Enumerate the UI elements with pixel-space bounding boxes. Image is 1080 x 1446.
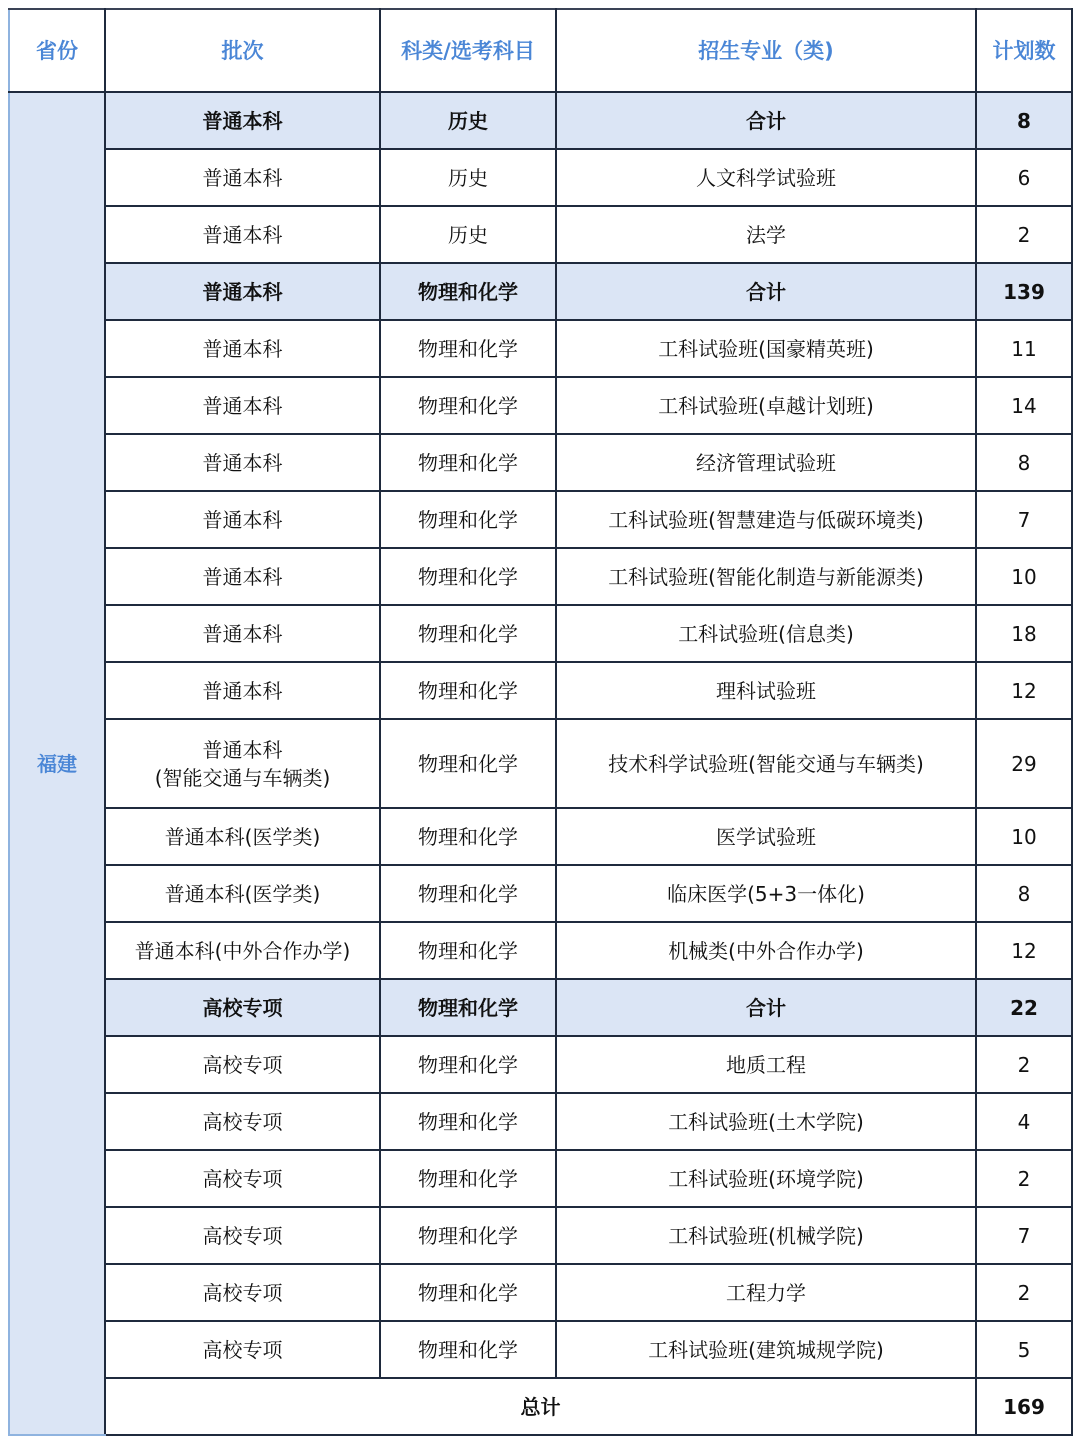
subject-cell: 物理和化学 [380,548,556,605]
subject-cell: 物理和化学 [380,1093,556,1150]
subject-cell: 物理和化学 [380,865,556,922]
subject-cell: 物理和化学 [380,1321,556,1378]
plan-cell: 2 [976,1036,1072,1093]
batch-cell: 普通本科 [105,491,380,548]
subtotal-row [9,263,1072,320]
plan-cell: 2 [976,1150,1072,1207]
batch-cell: 普通本科 [105,548,380,605]
subject-cell: 物理和化学 [380,377,556,434]
table-body [9,92,1072,1435]
plan-cell: 12 [976,922,1072,979]
batch-cell: 普通本科 [105,320,380,377]
major-cell: 临床医学(5+3一体化) [556,865,976,922]
subject-cell: 物理和化学 [380,1264,556,1321]
table-row [9,808,1072,865]
subject-cell: 物理和化学 [380,263,556,320]
total-row [9,1378,1072,1435]
major-cell: 工科试验班(信息类) [556,605,976,662]
table-row [9,605,1072,662]
plan-cell: 4 [976,1093,1072,1150]
batch-cell: 普通本科 [105,206,380,263]
subject-cell: 物理和化学 [380,320,556,377]
plan-cell: 8 [976,92,1072,149]
plan-cell: 7 [976,1207,1072,1264]
major-cell: 技术科学试验班(智能交通与车辆类) [556,719,976,808]
subject-cell: 物理和化学 [380,605,556,662]
table-row [9,1093,1072,1150]
batch-cell: 高校专项 [105,1321,380,1378]
subject-cell: 物理和化学 [380,922,556,979]
plan-cell: 2 [976,206,1072,263]
major-cell: 机械类(中外合作办学) [556,922,976,979]
table-row [9,1207,1072,1264]
province-cell: 福建 [9,92,105,1435]
major-cell: 理科试验班 [556,662,976,719]
batch-cell: 高校专项 [105,1207,380,1264]
plan-cell: 22 [976,979,1072,1036]
plan-cell: 29 [976,719,1072,808]
table-row [9,206,1072,263]
batch-line-2: (智能交通与车辆类) [154,765,331,790]
subject-cell: 物理和化学 [380,434,556,491]
major-cell: 工程力学 [556,1264,976,1321]
table-row [9,548,1072,605]
subject-cell: 物理和化学 [380,979,556,1036]
table-row [9,1150,1072,1207]
batch-cell: 普通本科 [105,434,380,491]
header-row [9,9,1072,92]
table-row [9,434,1072,491]
major-cell: 经济管理试验班 [556,434,976,491]
plan-cell: 10 [976,548,1072,605]
major-cell: 工科试验班(卓越计划班) [556,377,976,434]
table-row [9,491,1072,548]
table-row [9,377,1072,434]
subject-cell: 物理和化学 [380,662,556,719]
batch-cell: 普通本科 [105,92,380,149]
plan-cell: 11 [976,320,1072,377]
batch-cell: 高校专项 [105,979,380,1036]
subtotal-row [9,979,1072,1036]
table-row [9,662,1072,719]
enrollment-plan-table [8,8,1073,1436]
major-cell: 工科试验班(国豪精英班) [556,320,976,377]
plan-cell: 8 [976,434,1072,491]
major-cell: 合计 [556,979,976,1036]
major-cell: 医学试验班 [556,808,976,865]
batch-cell: 普通本科 [105,605,380,662]
batch-cell: 普通本科 [105,377,380,434]
table-row [9,1036,1072,1093]
plan-cell: 12 [976,662,1072,719]
batch-cell [105,719,380,808]
subject-cell: 物理和化学 [380,1150,556,1207]
major-cell: 工科试验班(机械学院) [556,1207,976,1264]
plan-cell: 7 [976,491,1072,548]
table-row [9,1264,1072,1321]
major-cell: 地质工程 [556,1036,976,1093]
table-row [9,149,1072,206]
table-row [9,320,1072,377]
subject-cell: 物理和化学 [380,719,556,808]
subject-cell: 历史 [380,92,556,149]
plan-cell: 139 [976,263,1072,320]
subject-cell: 物理和化学 [380,1036,556,1093]
major-cell: 合计 [556,92,976,149]
major-cell: 工科试验班(环境学院) [556,1150,976,1207]
header-major: 招生专业（类) [556,9,976,92]
plan-cell: 10 [976,808,1072,865]
subtotal-row [9,92,1072,149]
batch-cell: 普通本科 [105,263,380,320]
batch-cell: 高校专项 [105,1150,380,1207]
total-label: 总计 [105,1378,976,1435]
plan-cell: 5 [976,1321,1072,1378]
total-plan: 169 [976,1378,1072,1435]
batch-cell: 高校专项 [105,1036,380,1093]
batch-cell: 普通本科(中外合作办学) [105,922,380,979]
major-cell: 工科试验班(智慧建造与低碳环境类) [556,491,976,548]
major-cell: 工科试验班(土木学院) [556,1093,976,1150]
subject-cell: 物理和化学 [380,1207,556,1264]
major-cell: 工科试验班(建筑城规学院) [556,1321,976,1378]
table-row [9,719,1072,808]
batch-cell: 高校专项 [105,1264,380,1321]
batch-cell: 普通本科 [105,662,380,719]
plan-cell: 2 [976,1264,1072,1321]
plan-cell: 6 [976,149,1072,206]
enrollment-plan-table-wrapper [8,8,1073,1436]
batch-cell: 普通本科 [105,149,380,206]
batch-cell: 普通本科(医学类) [105,865,380,922]
table-row [9,1321,1072,1378]
major-cell: 合计 [556,263,976,320]
plan-cell: 14 [976,377,1072,434]
batch-cell: 高校专项 [105,1093,380,1150]
subject-cell: 历史 [380,149,556,206]
subject-cell: 物理和化学 [380,491,556,548]
plan-cell: 8 [976,865,1072,922]
table-row [9,922,1072,979]
subject-cell: 历史 [380,206,556,263]
plan-cell: 18 [976,605,1072,662]
subject-cell: 物理和化学 [380,808,556,865]
header-subject: 科类/选考科目 [380,9,556,92]
major-cell: 工科试验班(智能化制造与新能源类) [556,548,976,605]
major-cell: 法学 [556,206,976,263]
batch-cell: 普通本科(医学类) [105,808,380,865]
major-cell: 人文科学试验班 [556,149,976,206]
batch-line-1: 普通本科 [202,737,283,762]
table-row [9,865,1072,922]
header-plan: 计划数 [976,9,1072,92]
header-batch: 批次 [105,9,380,92]
header-province: 省份 [9,9,105,92]
